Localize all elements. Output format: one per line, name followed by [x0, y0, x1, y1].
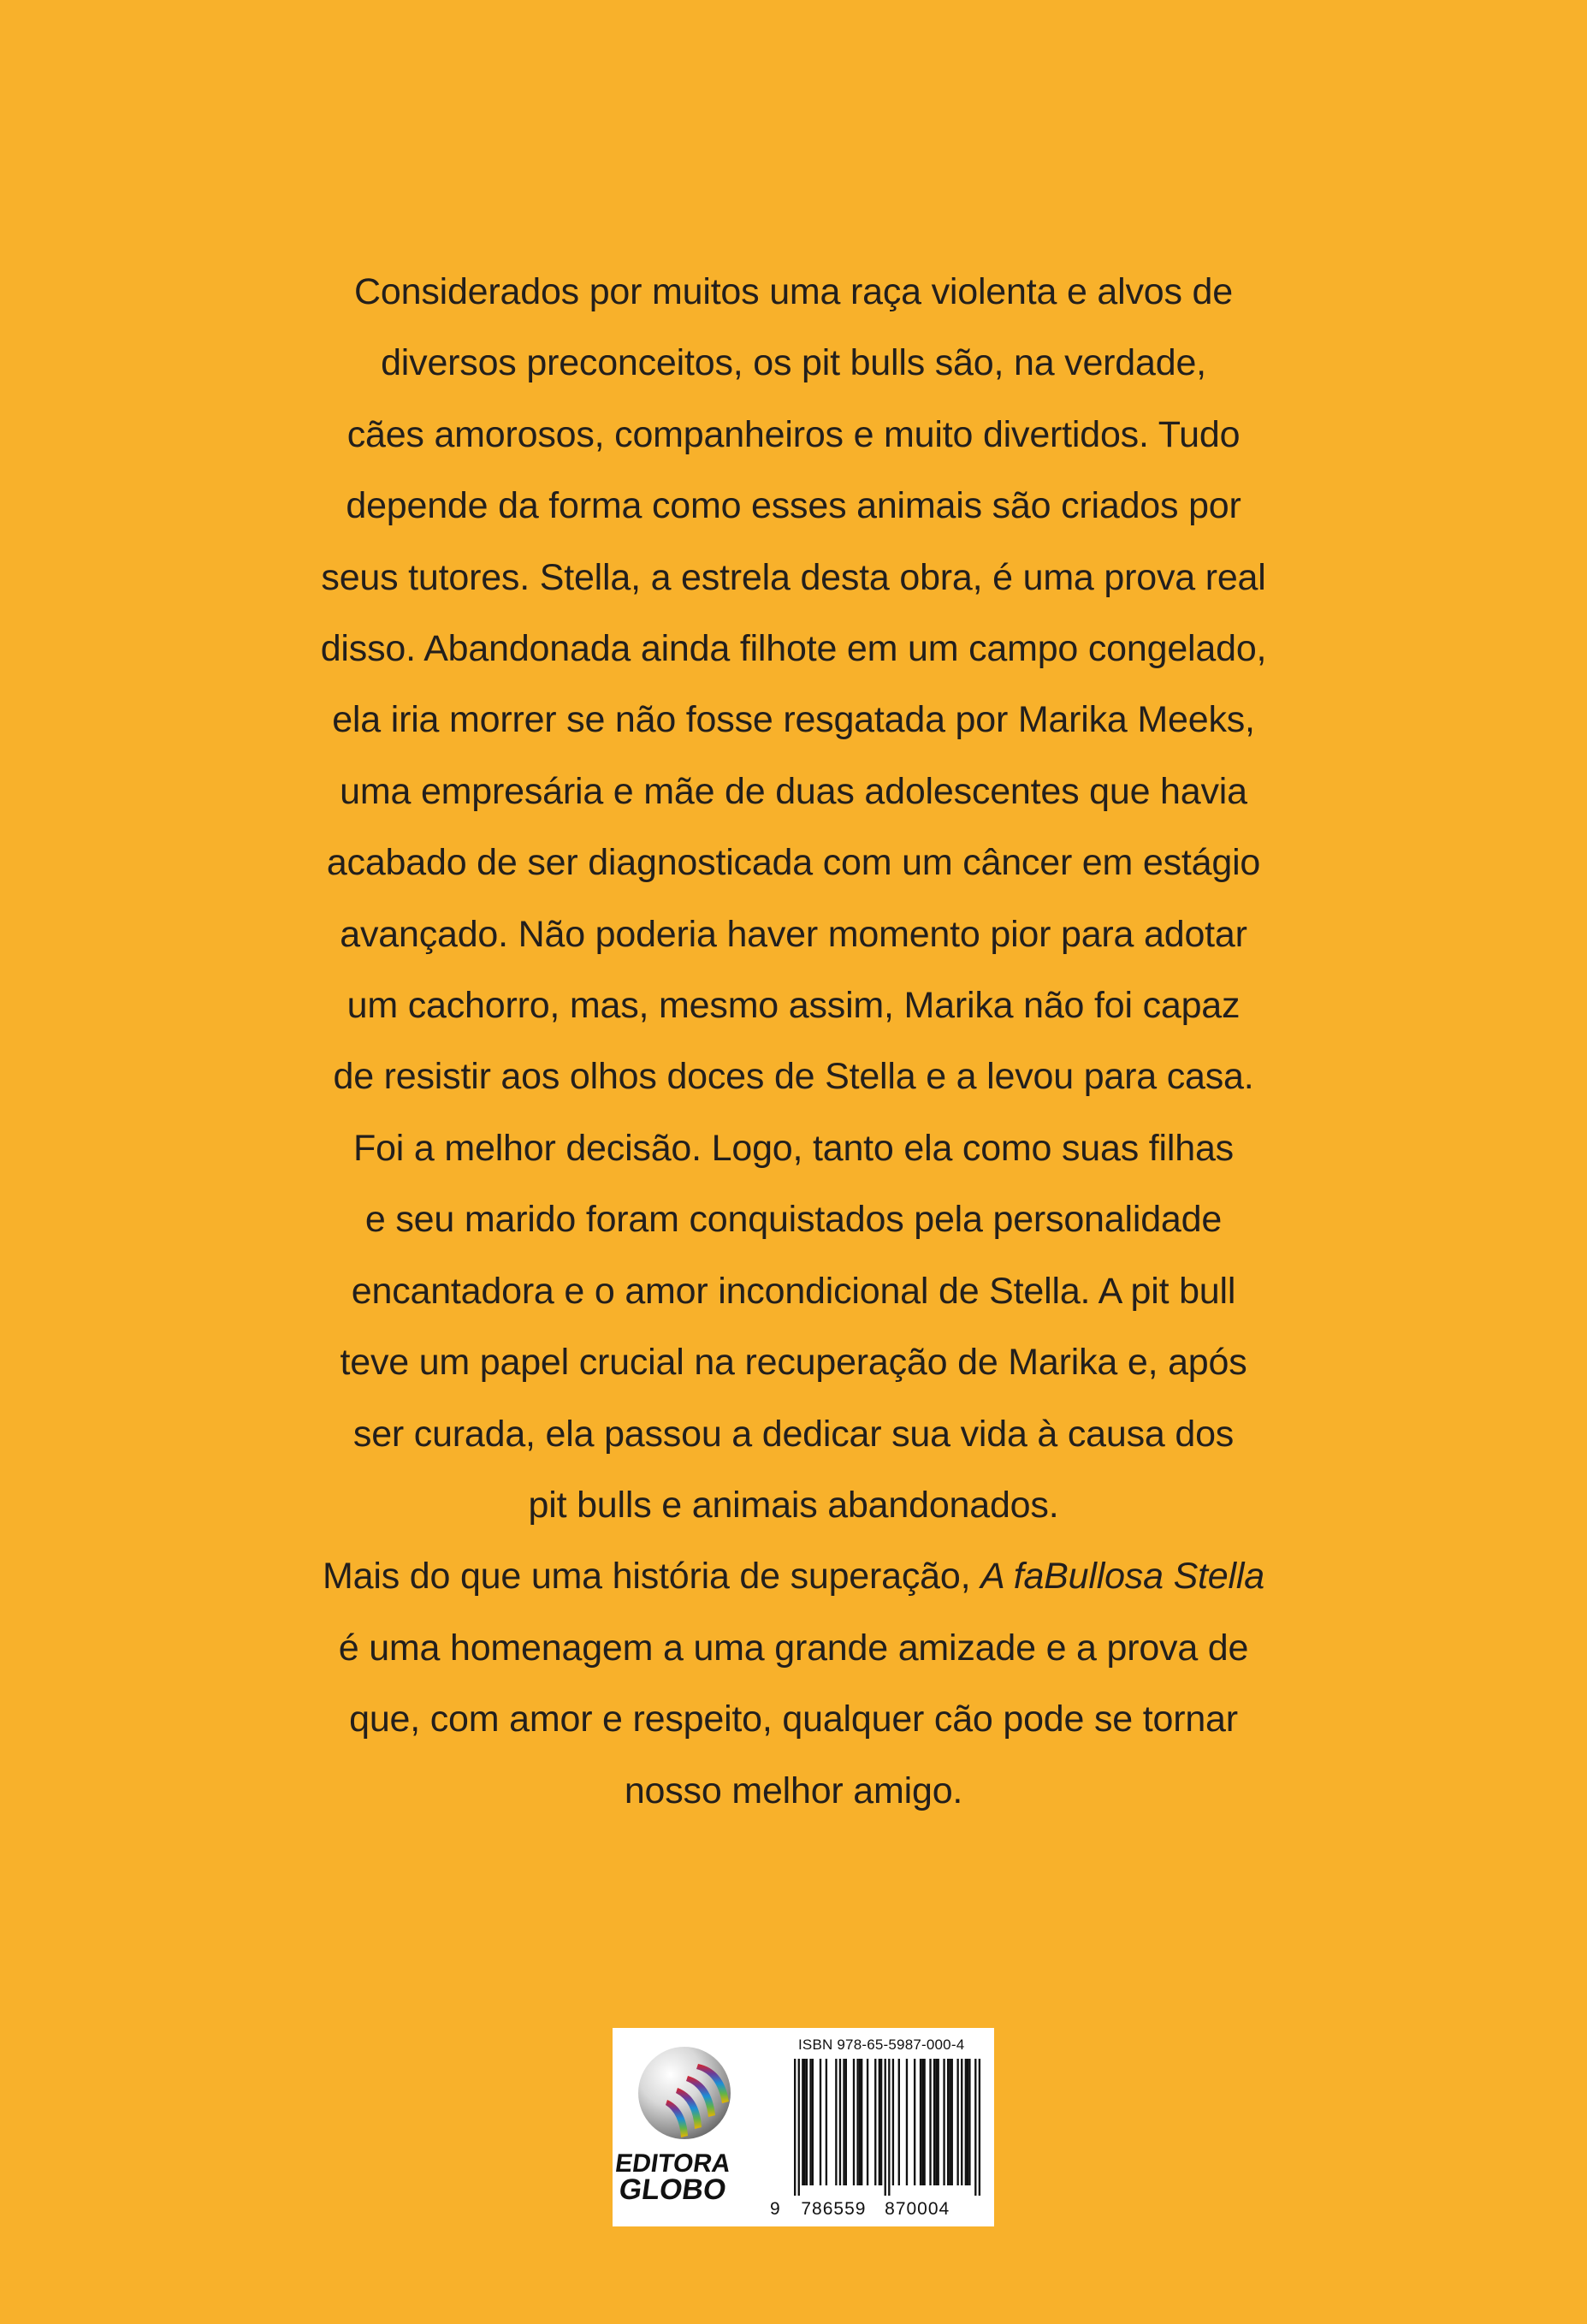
- closing-prefix: Mais do que uma história de superação,: [323, 1556, 981, 1598]
- barcode-bar: [806, 2059, 808, 2185]
- barcode-bar: [906, 2059, 908, 2185]
- ean-left-group: 786559: [801, 2199, 867, 2219]
- barcode-bar: [839, 2059, 841, 2185]
- synopsis-line: seus tutores. Stella, a estrela desta obra, é uma prova real: [321, 556, 1266, 598]
- barcode-bar: [935, 2059, 937, 2185]
- barcode-bar: [794, 2059, 796, 2196]
- barcode-bar: [892, 2059, 894, 2185]
- barcode-bar: [921, 2059, 923, 2185]
- ean-right-group: 870004: [885, 2199, 950, 2219]
- isbn-label: ISBN 978-65-5987-000-4: [798, 2036, 965, 2053]
- barcode-bar: [853, 2059, 855, 2185]
- synopsis-line: que, com amor e respeito, qualquer cão pode se tornar: [349, 1699, 1238, 1740]
- barcode-bar: [820, 2059, 821, 2185]
- barcode-icon: [794, 2059, 980, 2196]
- ean-first-digit: 9: [770, 2199, 781, 2219]
- barcode-bar: [885, 2059, 886, 2196]
- barcode-bar: [929, 2059, 931, 2185]
- synopsis-closing-line: [214, 1541, 1373, 1612]
- barcode-bar: [920, 2059, 921, 2185]
- barcode-bar: [933, 2059, 935, 2185]
- barcode-bar: [809, 2059, 811, 2185]
- synopsis-text: [214, 257, 1373, 1827]
- barcode-bar: [803, 2059, 805, 2185]
- barcode-bar: [938, 2059, 939, 2185]
- barcode-bar: [956, 2059, 958, 2185]
- barcode-bar: [968, 2059, 970, 2185]
- synopsis-line: encantadora e o amor incondicional de Stella. A pit bull: [351, 1270, 1236, 1312]
- barcode-bar: [943, 2059, 945, 2185]
- editora-globo-logo: [613, 2045, 751, 2208]
- barcode-bar: [951, 2059, 953, 2185]
- synopsis-line: diversos preconceitos, os pit bulls são, na verdade,: [381, 342, 1206, 384]
- synopsis-line: ser curada, ela passou a dedicar sua vida à causa dos: [352, 1413, 1235, 1455]
- barcode-bar: [874, 2059, 876, 2185]
- barcode-bar: [879, 2059, 880, 2185]
- barcode-bar: [880, 2059, 882, 2185]
- barcode-bar: [835, 2059, 837, 2185]
- logo-text-editora: EDITORA: [613, 2149, 733, 2178]
- barcode-bar: [867, 2059, 868, 2185]
- synopsis-line: teve um papel crucial na recuperação de Marika e, após: [340, 1342, 1247, 1384]
- barcode-bar: [914, 2059, 915, 2185]
- barcode-bar: [812, 2059, 814, 2185]
- barcode-bar: [949, 2059, 950, 2185]
- barcode-bar: [961, 2059, 962, 2185]
- synopsis-line: um cachorro, mas, mesmo assim, Marika não foi capaz: [346, 985, 1241, 1027]
- synopsis-line: depende da forma como esses animais são criados por: [346, 485, 1241, 527]
- ean-digits: [770, 2199, 984, 2220]
- synopsis-line: cães amorosos, companheiros e muito divertidos. Tudo: [346, 413, 1241, 455]
- barcode-bar: [845, 2059, 847, 2185]
- barcode-bar: [802, 2059, 803, 2185]
- barcode-bar: [888, 2059, 890, 2196]
- barcode-bar: [859, 2059, 861, 2185]
- synopsis-line: pit bulls e animais abandonados.: [528, 1484, 1059, 1526]
- barcode-bar: [967, 2059, 968, 2185]
- synopsis-line: é uma homenagem a uma grande amizade e a prova de: [338, 1627, 1249, 1669]
- barcode-bar: [965, 2059, 967, 2185]
- barcode-bar: [974, 2059, 976, 2196]
- synopsis-line: e seu marido foram conquistados pela personalidade: [364, 1199, 1223, 1241]
- barcode-bar: [898, 2059, 900, 2185]
- barcode-bar: [798, 2059, 800, 2196]
- synopsis-line: uma empresária e mãe de duas adolescentes que havia: [340, 770, 1247, 812]
- synopsis-line: avançado. Não poderia haver momento pior para adotar: [340, 913, 1247, 955]
- synopsis-line: nosso melhor amigo.: [624, 1770, 963, 1811]
- barcode-bar: [826, 2059, 827, 2185]
- barcode-bar: [923, 2059, 925, 2185]
- synopsis-line: Considerados por muitos uma raça violenta e alvos de: [354, 271, 1233, 312]
- synopsis-line: Foi a melhor decisão. Logo, tanto ela como suas filhas: [353, 1127, 1234, 1169]
- synopsis-line: acabado de ser diagnosticada com um câncer em estágio: [326, 842, 1261, 884]
- barcode-bar: [979, 2059, 980, 2196]
- barcode-bar: [843, 2059, 844, 2185]
- synopsis-line: ela iria morrer se não fosse resgatada por Marika Meeks,: [332, 699, 1255, 741]
- synopsis-line: disso. Abandonada ainda filhote em um campo congelado,: [320, 628, 1267, 670]
- book-title: A faBullosa Stella: [980, 1556, 1264, 1598]
- barcode-bar: [856, 2059, 858, 2185]
- isbn-barcode-panel: [613, 2028, 994, 2226]
- synopsis-line: de resistir aos olhos doces de Stella e a levou para casa.: [333, 1056, 1254, 1098]
- logo-text-globo: GLOBO: [617, 2173, 729, 2206]
- barcode-bar: [861, 2059, 862, 2185]
- barcode-bar: [947, 2059, 949, 2185]
